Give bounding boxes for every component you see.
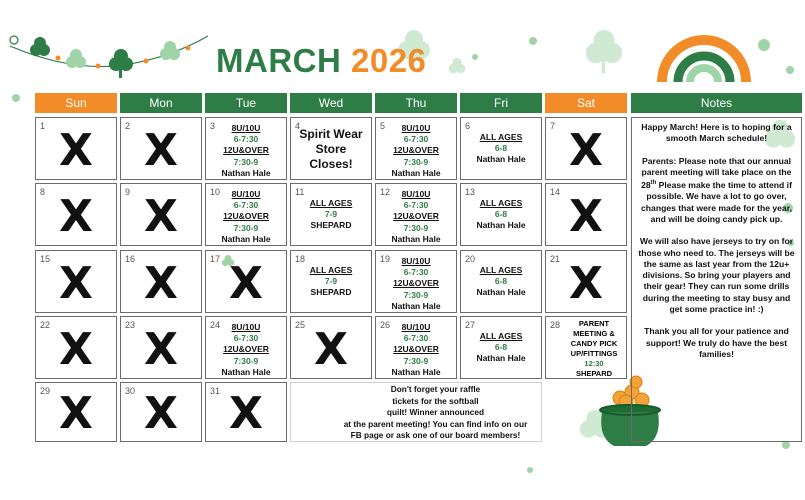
time-12u-over: 7:30-9 [403,289,429,300]
cancelled-mark: X [59,388,93,440]
day-cell-13 [460,183,542,246]
notes-greeting: Happy March! Here is to hoping for a smooth March schedule! [641,122,792,144]
all-ages-time: 6-8 [494,342,508,353]
header-fri: Fri [460,93,542,113]
day-number: 12 [380,187,391,197]
location: Nathan Hale [391,233,441,244]
location: SHEPARD [575,369,613,378]
cancelled-mark: X [144,257,178,309]
header-mon: Mon [120,93,202,113]
all-ages-label: ALL AGES [479,265,523,275]
day-cell-5 [375,117,457,180]
day-number: 23 [125,320,136,330]
day-number: 15 [40,254,51,264]
location: Nathan Hale [476,154,526,165]
day-number: 11 [295,187,305,197]
day-number: 1 [40,121,46,131]
title-month: MARCH [216,42,342,79]
header-thu: Thu [375,93,457,113]
time-8u-10u: 6-7:30 [233,333,259,344]
day-cell-25 [290,316,372,379]
all-ages-label: ALL AGES [479,132,523,142]
day-number: 5 [380,121,386,131]
cancelled-mark: X [229,388,263,440]
day-cell-7 [545,117,627,180]
cancelled-mark: X [144,190,178,242]
day-number: 29 [40,386,51,396]
day-cell-22 [35,316,117,379]
cancelled-mark: X [59,257,93,309]
header-sat: Sat [545,93,627,113]
cancelled-mark: X [144,323,178,375]
day-number: 18 [295,254,306,264]
day-cell-24 [205,316,287,379]
all-ages-schedule [293,265,369,299]
group-8u-10u: 8U/10U [401,322,431,332]
raffle-line: FB page or ask one of our board members! [350,430,521,441]
practice-schedule [208,189,284,245]
location: Nathan Hale [476,220,526,231]
cancelled-mark: X [314,323,348,375]
day-number: 13 [465,187,476,197]
all-ages-schedule [463,331,539,365]
notes-ordinal: th [650,180,657,187]
day-number: 26 [380,320,391,330]
day-cell-27 [460,316,542,379]
notes-jerseys: We will also have jerseys to try on for those who need to. The jerseys will be the same as last year from the 12u+ divisions. So bring your players and their gear! They can run some drills during the meeting to stay busy and get some practice in! :) [638,236,795,315]
parent-meeting-line: MEETING & [573,329,615,338]
time-8u-10u: 6-7:30 [233,200,259,211]
day-number: 14 [550,187,561,197]
day-number: 25 [295,320,306,330]
group-12u-over: 12U&OVER [393,211,439,222]
cancelled-mark: X [144,388,178,440]
raffle-line: quilt! Winner announced [386,407,485,418]
day-number: 19 [380,254,391,264]
day-cell-16 [120,250,202,313]
group-12u-over: 12U&OVER [223,145,269,156]
cancelled-mark: X [229,257,263,309]
day-cell-26 [375,316,457,379]
practice-schedule [208,322,284,378]
day-number: 2 [125,121,131,131]
day-number: 10 [210,187,221,197]
cancelled-mark: X [569,124,603,176]
day-cell-21 [545,250,627,313]
group-8u-10u: 8U/10U [231,322,261,332]
day-cell-19 [375,250,457,313]
group-12u-over: 12U&OVER [393,278,439,289]
day-cell-12 [375,183,457,246]
day-cell-18 [290,250,372,313]
raffle-reminder [333,384,538,442]
location: Nathan Hale [391,300,441,311]
day-number: 21 [550,254,561,264]
parent-meeting-event [564,319,624,379]
time-12u-over: 7:30-9 [403,222,429,233]
all-ages-time: 6-8 [494,209,508,220]
time-8u-10u: 6-7:30 [403,333,429,344]
day-cell-4 [290,117,372,180]
notes-panel [631,117,802,442]
location: SHEPARD [310,220,352,231]
day-cell-6 [460,117,542,180]
time-12u-over: 7:30-9 [233,222,259,233]
group-8u-10u: 8U/10U [231,123,261,133]
practice-schedule [378,189,454,245]
all-ages-schedule [293,198,369,232]
raffle-line: Don't forget your raffle [390,384,481,394]
day-number: 7 [550,121,556,131]
time-12u-over: 7:30-9 [403,355,429,366]
day-cell-29 [35,382,117,442]
parent-meeting-time: 12:30 [584,359,604,368]
raffle-line: at the parent meeting! You can find info on our [343,418,528,429]
day-number: 3 [210,121,216,131]
group-12u-over: 12U&OVER [223,211,269,222]
cancelled-mark: X [144,124,178,176]
location: Nathan Hale [221,366,271,377]
parent-meeting-line: PARENT [578,319,610,328]
group-12u-over: 12U&OVER [393,145,439,156]
all-ages-time: 7-9 [324,209,338,220]
notes-parent-meeting [636,156,797,226]
time-8u-10u: 6-7:30 [403,134,429,145]
parent-meeting-line: CANDY PICK [570,339,618,348]
title-year: 2026 [351,42,427,79]
day-cell-20 [460,250,542,313]
time-12u-over: 7:30-9 [403,156,429,167]
day-number: 24 [210,320,221,330]
notes-thanks: Thank you all for your patience and support! We truly do have the best families! [644,326,789,359]
location: Nathan Hale [476,353,526,364]
day-cell-2 [120,117,202,180]
spirit-wear-note: Spirit Wear Store Closes! [299,127,363,171]
day-number: 31 [210,386,221,396]
practice-schedule [378,256,454,312]
header-notes: Notes [631,93,802,113]
notes-text: Parents: Please note that our annual parent meeting will take place on the 28 [641,155,792,191]
group-12u-over: 12U&OVER [223,344,269,355]
day-cell-14 [545,183,627,246]
cancelled-mark: X [569,257,603,309]
day-number: 16 [125,254,136,264]
page-title [216,44,426,77]
day-number: 20 [465,254,476,264]
notes-text: Please make the time to attend if possible. We have a lot to go over, changes that were made for the year, and will be doing candy pick up. [641,180,792,224]
day-number: 6 [465,121,471,131]
day-number: 30 [125,386,136,396]
raffle-line: tickets for the softball [392,395,479,406]
day-number: 28 [550,320,561,330]
location: Nathan Hale [476,287,526,298]
day-cell-15 [35,250,117,313]
time-12u-over: 7:30-9 [233,355,259,366]
day-cell-30 [120,382,202,442]
parent-meeting-line: UP/FITTINGS [570,349,618,358]
day-cell-1 [35,117,117,180]
all-ages-schedule [463,132,539,166]
time-8u-10u: 6-7:30 [233,134,259,145]
day-cell-28 [545,316,627,379]
all-ages-time: 7-9 [324,276,338,287]
all-ages-label: ALL AGES [479,198,523,208]
day-number: 4 [295,121,301,131]
all-ages-label: ALL AGES [479,331,523,341]
location: Nathan Hale [391,167,441,178]
day-number: 8 [40,187,46,197]
day-number: 9 [125,187,131,197]
group-8u-10u: 8U/10U [231,189,261,199]
day-number: 22 [40,320,51,330]
all-ages-time: 6-8 [494,143,508,154]
day-number: 17 [210,254,221,264]
location: SHEPARD [310,287,352,298]
day-number: 27 [465,320,476,330]
day-cell-23 [120,316,202,379]
location: Nathan Hale [391,366,441,377]
day-cell-9 [120,183,202,246]
header-sun: Sun [35,93,117,113]
cancelled-mark: X [59,190,93,242]
location: Nathan Hale [221,233,271,244]
cancelled-mark: X [569,190,603,242]
all-ages-label: ALL AGES [309,198,353,208]
group-8u-10u: 8U/10U [401,256,431,266]
day-cell-31 [205,382,287,442]
all-ages-label: ALL AGES [309,265,353,275]
cancelled-mark: X [59,124,93,176]
day-cell-3 [205,117,287,180]
header-wed: Wed [290,93,372,113]
time-8u-10u: 6-7:30 [403,267,429,278]
day-cell-10 [205,183,287,246]
group-8u-10u: 8U/10U [401,123,431,133]
time-12u-over: 7:30-9 [233,156,259,167]
all-ages-schedule [463,198,539,232]
time-8u-10u: 6-7:30 [403,200,429,211]
day-cell-8 [35,183,117,246]
location: Nathan Hale [221,167,271,178]
day-cell-17 [205,250,287,313]
practice-schedule [378,123,454,179]
day-cell-11 [290,183,372,246]
cancelled-mark: X [59,323,93,375]
practice-schedule [208,123,284,179]
all-ages-schedule [463,265,539,299]
group-12u-over: 12U&OVER [393,344,439,355]
all-ages-time: 6-8 [494,276,508,287]
practice-schedule [378,322,454,378]
header-tue: Tue [205,93,287,113]
group-8u-10u: 8U/10U [401,189,431,199]
